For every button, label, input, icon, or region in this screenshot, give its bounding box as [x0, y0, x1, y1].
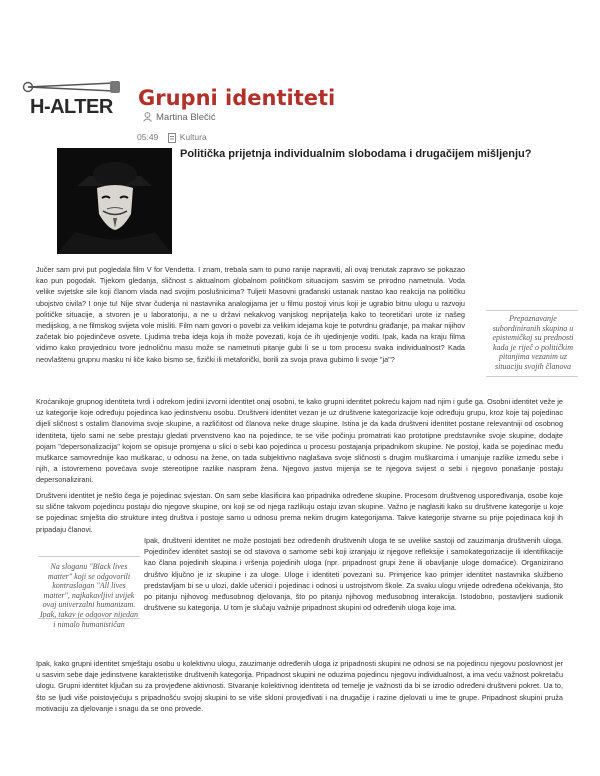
- quote-divider: [486, 376, 578, 377]
- paragraph-2: [36, 396, 563, 486]
- logo-text: H-ALTER: [30, 96, 113, 118]
- paragraph-2-text: Kroćanikoje grupnog identiteta tvrdi i odrekom jedini izvorni identitet onaj osobni, te kako grupni identitet pokreću kajom nad njim i guše ga. Osobni identitet veže je uz kategorije koje određuju pojedinca kao jedinstvenu osobu. Društveni identitet vezan je uz društvene kategorizacije koje određuju grupu, kroz koje taj pojedinac dijeli sličnost s ostalim članovima svoje skupine, a različitost od članova neke druge skupine. Istina je da kada društveni identitet postane relevantniji od osobnog identiteta, tijelo sami ne sebe prestaju gledati prvenstveno kao na pojedince, te se više počinju promatrati kao prototipne predstavnike svoje skupine, dodajte pojam "depersonalizacija" kojom se opisuje promjena u slici o sebi kao pojedinca u procesu postajanja pripadnikom skupine. Ne postoji, kada se pojedinac među muškarce samovrednije kao muškarac, u odnosu na žene, on tada subjektivno naglašava svoje sličnosti s drugim muškarcima i umanjuje razlike između sebe i njih, a istovremeno povećava svoje stereotipne razlike naspram žena. Njegovo jastvo mijenja se te njegova svijest o sebi i njegovo ponašanje postaju depersonalizirani.: [36, 397, 563, 485]
- paragraph-4-text: Ipak, društveni identitet ne može postojati bez određenih društvenih uloga te se uvelike sastoji od zauzimanja društvenih uloga. Pojedinčev identitet sastoji se od stavova o samome sebi koji izranjaju iz njegove refleksije i samokategorizacije ili identifikacije kao člana pojedinih skupina i vršenja pojedinih uloga (npr. pripadnost grupi žene ili obavljanje uloge domaćice). Organizirano društvo ključno je iz skupine i za uloge. Uloge i identiteti povezani su. Primjerice kao primjer identitet nastavnika službeno predstavljam bi se u ulozi, dakle učenici i pojedinac i odnosi u ustrojstvom škole. Za svaku ulogu vrijede određena očekivanja, što po pitanju njihovog međusobnog djelovanja, što po pitanju njihovog međusobnog interakcija. Istodobno, postavljeni sudionik društvene su kategorija. U tom je slučaju važnije pripadnost skupini od određenih uloga koje ima.: [144, 536, 563, 613]
- category-link[interactable]: Kultura: [179, 132, 207, 142]
- author-name[interactable]: Martina Blečić: [156, 112, 216, 123]
- site-logo[interactable]: [20, 80, 125, 140]
- paragraph-3-text: Društveni identitet je nešto čega je pojedinac svjestan. On sam sebe klasificira kao pripadnika određene skupine. Procesom društvenog uspoređivanja, osobe koje su slične takvom pojedincu postaju dio njegove skupine, oni koji se od njega razlikuju ostaju izvan skupine. Važno je naglasiti kako su društvene kategorije u koje se pojedinac smješta dio strukture integ društva i postoje samo u odnosu prema nekim drugim kategorijama. Takve kategorije stvarne su prije pojedinaca koji ih pripadaju članovi.: [36, 491, 563, 534]
- author-line: [143, 112, 216, 123]
- guy-fawkes-mask-image: [57, 148, 172, 254]
- paragraph-3: [36, 490, 563, 535]
- article-title: Grupni identiteti: [138, 86, 336, 110]
- paragraph-5: [36, 658, 563, 714]
- paragraph-1: [36, 264, 563, 380]
- article-image: [57, 148, 172, 254]
- folder-icon: [168, 133, 176, 143]
- pull-quote-2: Na sloganu "Black lives matter" koji se odgovorili kontraslogan "All lives matter", najkakavljivi uvijek ovaj univerzalni humanizam. Ipak, takav je odgovor nijedan i nimalo humanističan: [40, 562, 138, 629]
- article-lede: Politička prijetnja individualnim slobodama i drugačijem mišljenju?: [180, 148, 532, 160]
- meta-line: [137, 132, 207, 143]
- paragraph-1-text: Jučer sam prvi put pogledala film V for Vendetta. I znam, trebala sam to puno ranije napraviti, ali ovaj trenutak zapravo se pokazao kao pun pogodak. Tijekom gledanja, sličnost s aktualnom globalnom političkom situacijom sasvim se prirodno nametnula. Voda velike svjetske sile koji članom vlada nad svojim poslušnicima? Tuljeti Masovni građanski ustanak nastao kao reakcija na političku ubojstvo civila? I onje tu! Nije stvar čudenja ni nastavnika analogijama jer u filmu postoji virus koji je ugrabio bitnu ulogu u razvoju političke situacije, a stvoren je u laboratoriju, a ne u državi nekakvog vanjskog neprijatelja kako to teoretičari urote iz našeg medijskog, a ne filmskog svijeta vole misliti. Film nam govori o povebi za velikim idejama koje te potvrdnu građanje, pa makar nijihov začetak bio pojedinčeve osvete. Ljudima treba ideja koja ih može povezati, koja će ih ujedinjenje voditi. Ipak, kada na kraju filma vidimo kako provjednicu tvore jednoličnu masu može se nametnuti pitanje gubi li se u tom procesu svaka individualnost? Kada neovlaštenu grupnu masku ni liče kako bismo se, fizički ili metaforički, borili za svoja prava gubimo li svoje "ja"?: [36, 265, 465, 364]
- quote-wrap-spacer: [36, 556, 144, 637]
- pull-quote-1: Prepoznavanje subordiniranih skupina u epistemičkoj su prednosti kada je riječ o političkim pitanjima vezanim uz situaciju svojih članova: [492, 314, 574, 371]
- user-icon: [143, 112, 152, 122]
- quote-divider: [486, 310, 578, 311]
- paragraph-5-text: Ipak, kako grupni identitet smještaju osobu u kolektivnu ulogu, zauzimanje određenih uloga iz pripadnosti skupini ne odnosi se na pojedincu njegovu poslovnost jer u sasvim sebe daje jedinstvene karakteristike društvenih kategorija. Pripadnost skupini ne oduzima pojedincu njegovu individualnost, a ima veću važnost pokretaču ulogu. Grupni identitet ključan su za provjeđene aktivnosti. Stvaranje kolektivnog identiteta od temelje je važnosti da bi se izrodio određeni društveni pokret. Ua to, što se ljudi više poistovjećuju s pripadnošću svojoj skupini to se više skloni provjeđivati i na drugačije i razine djelovati u ime te grupe. Pripadnost skupini pruža motivaciju za djelovanje i snagu da se ono provede.: [36, 659, 563, 713]
- paragraph-4: [36, 535, 563, 637]
- safety-pin-icon: [22, 80, 122, 94]
- publish-time: 05:49: [137, 132, 159, 142]
